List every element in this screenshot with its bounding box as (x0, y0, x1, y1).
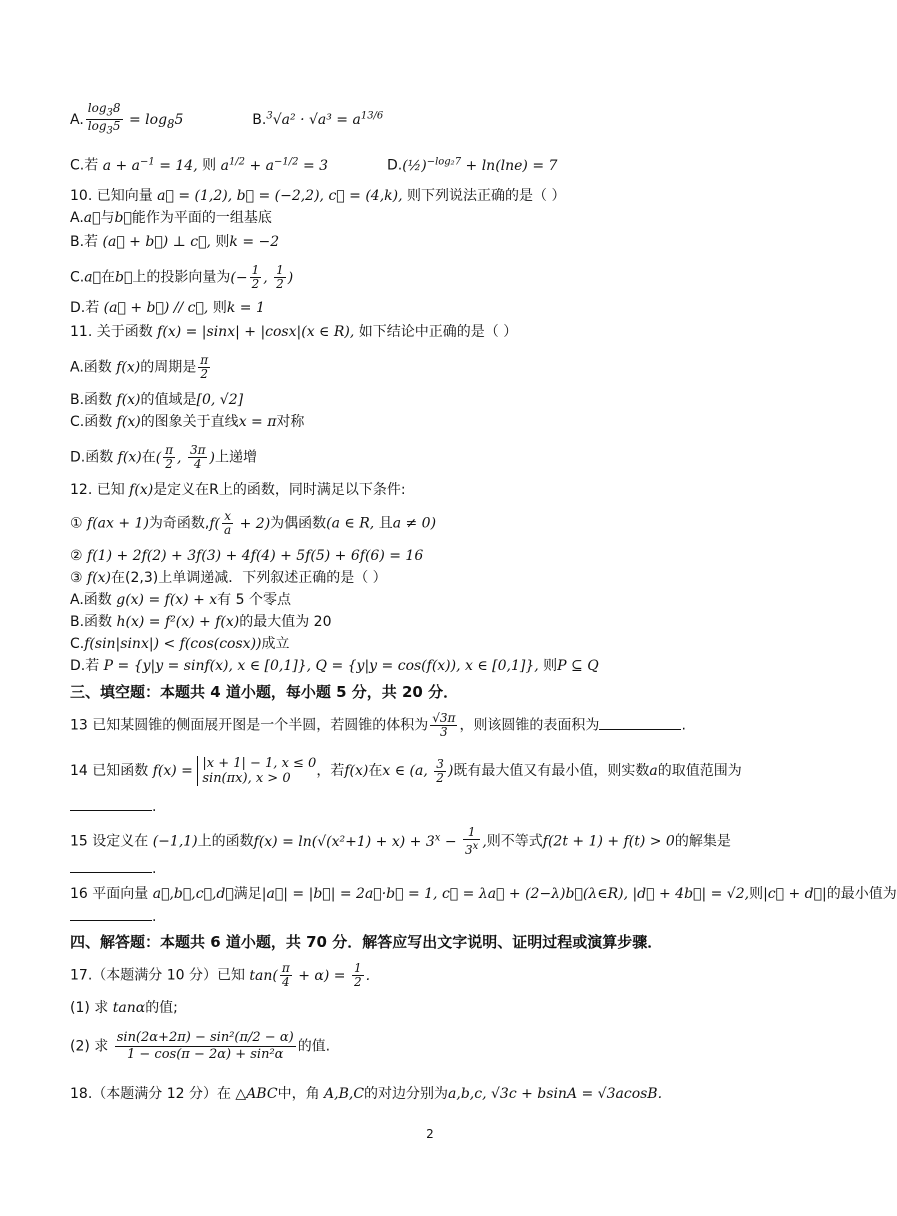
q12-condition-3: ③ f(x)在(2,3)上单调递减．下列叙述正确的是（ ） (70, 570, 387, 586)
q11-option-a: A.函数 f(x)的周期是 $\frac{\pi}{2}$ (70, 353, 209, 381)
q16-blank: . (70, 906, 156, 927)
q17-part-1: (1) 求 tanα的值; (70, 1000, 178, 1016)
q18-stem: 18.（本题满分 12 分）在 △ABC中，角 A,B,C的对边分别为a,b,c, √3c + bsinA = √3acosB. (70, 1086, 663, 1102)
q9-option-cd: C.若 $a + a^{-1} = 14$, 则 $a^{1/2} + a^{-1/2} = 3$ D.(½)$^{-log_27}$ + ln(lne) = 7 (70, 156, 558, 174)
q12-condition-2: ② f(1) + 2f(2) + 3f(3) + 4f(4) + 5f(5) + 6f(6) = 16 (70, 548, 424, 564)
q17-stem: 17.（本题满分 10 分）已知 tan( $\frac{\pi}{4}$ + α) = $\frac{1}{2}$ . (70, 961, 371, 989)
q12-option-d: D.若 P = {y|y = sinf(x), x ∈ [0,1]}, Q = {y|y = cos(f(x)), x ∈ [0,1]}, 则P ⊆ Q (70, 658, 599, 674)
q12-stem: 12. 已知 f(x)是定义在R上的函数，同时满足以下条件: (70, 482, 406, 498)
q16: 16 平面向量 a⃗,b⃗,c⃗,d⃗满足|a⃗| = |b⃗| = 2a⃗·b⃗ = 1, c⃗ = λa⃗ + (2−λ)b⃗(λ∈R), |d⃗ + 4b⃗| = √2,则|c⃗ + d⃗|的最小值为 (70, 886, 897, 902)
q15-blank: . (70, 858, 156, 879)
q11-option-b: B.函数 f(x)的值域是[0, √2] (70, 392, 244, 408)
q10-option-c: C.a⃗在b⃗上的投影向量为(− $\frac{1}{2}$ , $\frac{1}{2}$ ) (70, 263, 294, 291)
q10-option-b: B.若 (a⃗ + b⃗) ⊥ c⃗, 则k = −2 (70, 234, 280, 250)
q17-part-2: (2) 求 $\frac{\text{sin(2α+2π) − sin²(π/2 − α)}}{\text{1 − cos(π − 2α) + sin²α}}$ 的值. (70, 1030, 331, 1062)
q12-option-b: B.函数 h(x) = f²(x) + f(x)的最大值为 20 (70, 614, 332, 630)
q13: 13 已知某圆锥的侧面展开图是一个半圆，若圆锥的体积为 $\frac{√3\pi}{3}$ ，则该圆锥的表面积为 . (70, 711, 686, 739)
q12-option-c: C.f(sin|sinx|) < f(cos(cosx))成立 (70, 636, 290, 652)
q11-stem: 11. 关于函数 f(x) = |sinx| + |cosx|(x ∈ R), 如下结论中正确的是（ ） (70, 324, 518, 340)
q10-option-d: D.若 (a⃗ + b⃗) // c⃗, 则k = 1 (70, 300, 265, 316)
page-number: 2 (426, 1127, 434, 1141)
q10-option-a: A.a⃗与b⃗能作为平面的一组基底 (70, 210, 272, 226)
section-3-heading: 三、填空题：本题共 4 道小题，每小题 5 分，共 20 分． (70, 683, 459, 701)
q14: 14 已知函数 f(x) = |x + 1| − 1, x ≤ 0 sin(πx), x > 0 ，若f(x)在x ∈ (a, $\frac{3}{2}$ )既有最大值又有最小值，则实数a的取值范围为 (70, 756, 742, 786)
q11-option-d: D.函数 f(x)在( $\frac{\pi}{2}$ , $\frac{3\pi}{4}$ )上递增 (70, 443, 257, 471)
q14-blank: . (70, 796, 156, 817)
q10-stem: 10. 已知向量 a⃗ = (1,2), b⃗ = (−2,2), c⃗ = (4,k), 则下列说法正确的是（ ） (70, 188, 566, 204)
q15: 15 设定义在 (−1,1)上的函数$f(x) = \ln(√(x^2+1) + x) + 3^x$ − $\frac{1}{3^x}$ ,则不等式f(2t + 1) + f(t) > 0的解集是 (70, 825, 731, 857)
q11-option-c: C.函数 f(x)的图象关于直线x = π对称 (70, 414, 305, 430)
q12-condition-1: ① f(ax + 1)为奇函数,f( $\frac{x}{a}$ + 2)为偶函数(a ∈ R, 且a ≠ 0) (70, 509, 437, 537)
q9-option-ab: A. $\frac{\log_38}{\log_35}$ = $\log_85$ $B.^3√a^2 \cdot √a^3 = a^{13/6}$ (70, 101, 384, 137)
section-4-heading: 四、解答题：本题共 6 道小题，共 70 分．解答应写出文字说明、证明过程或演算步骤． (70, 933, 663, 951)
q12-option-a: A.函数 g(x) = f(x) + x有 5 个零点 (70, 592, 291, 608)
